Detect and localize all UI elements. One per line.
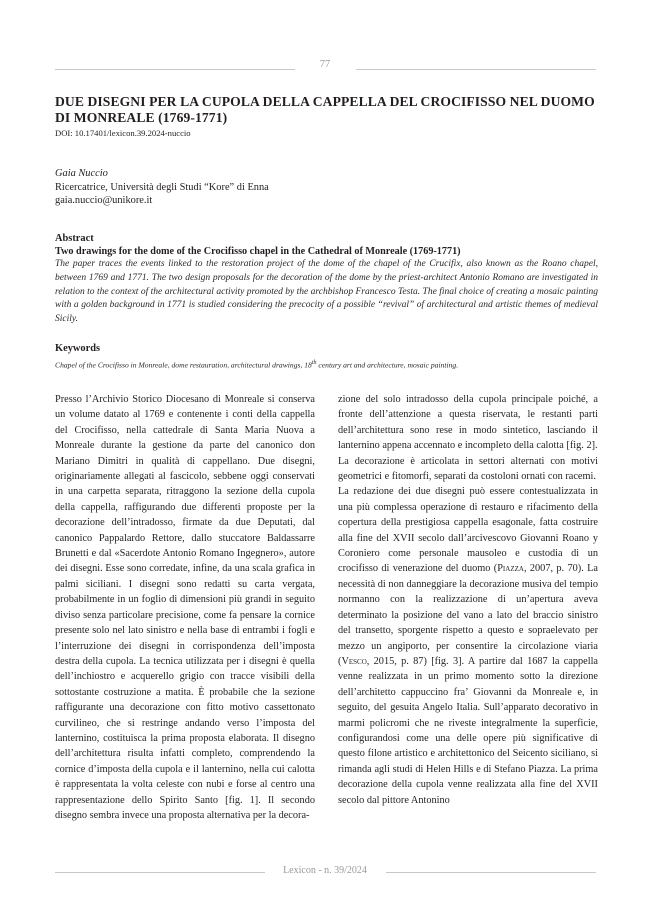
body-column-right (338, 392, 598, 808)
body-column-left (55, 392, 315, 823)
body-text: , 2015, p. 87) [fig. 3]. A partire dal 1687 la cappella venne realizzata in un primo momento sotto la direzione dell’architetto cappuccino fra’ Giovanni da Monreale e, in seguito, del gesuita Angelo Italia. Sull’apparato decorativo in marmi policromi che ne riveste integralmente la superficie, configurandosi come una delle opere più significative di questo filone artistico e architettonico del Seicento siciliano, si rimanda agli studi di Helen Hills e di Stefano Piazza. La prima decorazione della cupola venne realizzata alla fine del XVII secolo dal pittore Antonino (338, 655, 598, 806)
author-email: gaia.nuccio@unikore.it (55, 195, 153, 206)
footer-journal: Lexicon - n. 39/2024 (283, 865, 367, 876)
article-doi: DOI: 10.17401/lexicon.39.2024-nuccio (55, 128, 191, 138)
body-paragraph: zione del solo intradosso della cupola principale poiché, a fronte dell’attenzione a questa riservata, le restanti parti dell’architettura sono rese in modo sintetico, lasciando il lanternino appena accennato e incompleto della calotta [fig. 2]. (338, 394, 598, 452)
author-affiliation: Ricercatrice, Università degli Studi “Kore” di Enna (55, 181, 269, 193)
keywords-heading: Keywords (55, 343, 101, 354)
footer-rule-right (386, 872, 596, 873)
abstract-section (55, 232, 598, 327)
body-paragraph (338, 484, 598, 808)
author-name: Gaia Nuccio (55, 168, 108, 179)
article-title: DUE DISEGNI PER LA CUPOLA DELLA CAPPELLA DEL CROCIFISSO NEL DUOMO DI MONREALE (1769-1771) (55, 94, 595, 125)
author-block (55, 167, 269, 208)
abstract-text: The paper traces the events linked to the restoration project of the dome of the chapel of the Crucifix, also known as the Roano chapel, between 1769 and 1771. The two design proposals for the decoration of the dome by the priest-architect Antonio Romano are investigated in relation to the context of the architectural activity promoted by the archbishop Francesco Testa. The final choice of creating a mosaic painting with a golden background in 1771 is studied considering the precocity of a possible “revival” of architectural and artistic themes of medieval Sicily. (55, 259, 598, 325)
body-paragraph: Presso l’Archivio Storico Diocesano di Monreale si conserva un volume datato al 1769 e contenente i conti della cappella del Crocifisso, nella cattedrale di Santa Maria Nuova a Monreale durante la gestione da parte del canonico don Mariano Dimitri in qualità di cappellano. Due disegni, originariamente allegati al fascicolo, sebbene oggi conservati in una carpetta separata, ritraggono la sezione della cupola della cappella, raffigurando due differenti proposte per la decorazione dell’intradosso, firmate da due Deputati, dal canonico Pappalardo Rettore, dallo stuccatore Baldassarre Brunetti e dal «Sacerdote Antonio Romano Ingegnero», autore dei disegni. Esse sono corredate, infine, da una scala grafica in palmi siciliani. I disegni sono redatti su carta vergata, probabilmente in un foglio di dimensioni più grandi in seguito diviso senza particolare precisione, come fa pensare la cornice presente solo nel lato sinistro e nella base di entrambi i fogli e l’interruzione dei disegni in corrispondenza dell’imposta destra della cupola. La tecnica utilizzata per i disegni è quella dell’inchiostro e acquerello grigio con tracce visibili della sottostante costruzione a matita. È probabile che la sezione raffigurante una decorazione con fitto motivo cassettonato curvilineo, che si restringe andando verso l’imposta del lanternino, costituisca la prima proposta elaborata. Il disegno dell’architettura risulta infatti completo, comprendendo la cornice d’imposta della cupola e il lanternino, nella cui calotta è rappresentata la volta celeste con nubi e forse al centro una rappresentazione dello Spirito Santo [fig. 1]. Il secondo disegno sembra invece una proposta alternativa per la decora- (55, 394, 315, 821)
page-number: 77 (319, 59, 331, 70)
abstract-heading: Abstract (55, 233, 94, 244)
body-text: La redazione dei due disegni può essere contestualizzata in una più complessa operazione di restauro e rifacimento della copertura della prestigiosa cappella esagonale, fatta costruire alla fine del XVII secolo dall’arcivescovo Giovanni Roano y Coroniero come personale mausoleo e custodia di un crocifisso di venerazione del duomo ( (338, 486, 598, 575)
keywords-text: Chapel of the Crocifisso in Monreale, dome restauration, architectural drawings, 18th century art and architecture, mosaic painting. (55, 360, 459, 370)
citation-author: Vesco (341, 655, 367, 667)
keywords-section (55, 342, 598, 372)
ordinal-superscript: th (311, 360, 317, 366)
body-text: , 2007, p. 70). La necessità di non danneggiare la decorazione musiva del tempio normanno con la realizzazione di un’apertura aveva determinato la posizione del vano a lato del braccio sinistro del transetto, sporgente rispetto a questo e sopraelevato per mezzo un angiporto, per consentire la circolazione viaria ( (338, 563, 599, 667)
header-rule-right (356, 69, 596, 70)
body-paragraph: La decorazione è articolata in settori alternati con motivi geometrici e fitomorfi, separati da costoloni ornati con racemi. (338, 455, 598, 483)
abstract-subtitle: Two drawings for the dome of the Crocifisso chapel in the Cathedral of Monreale (1769-1771) (55, 246, 461, 257)
citation-author: Piazza (497, 563, 524, 575)
